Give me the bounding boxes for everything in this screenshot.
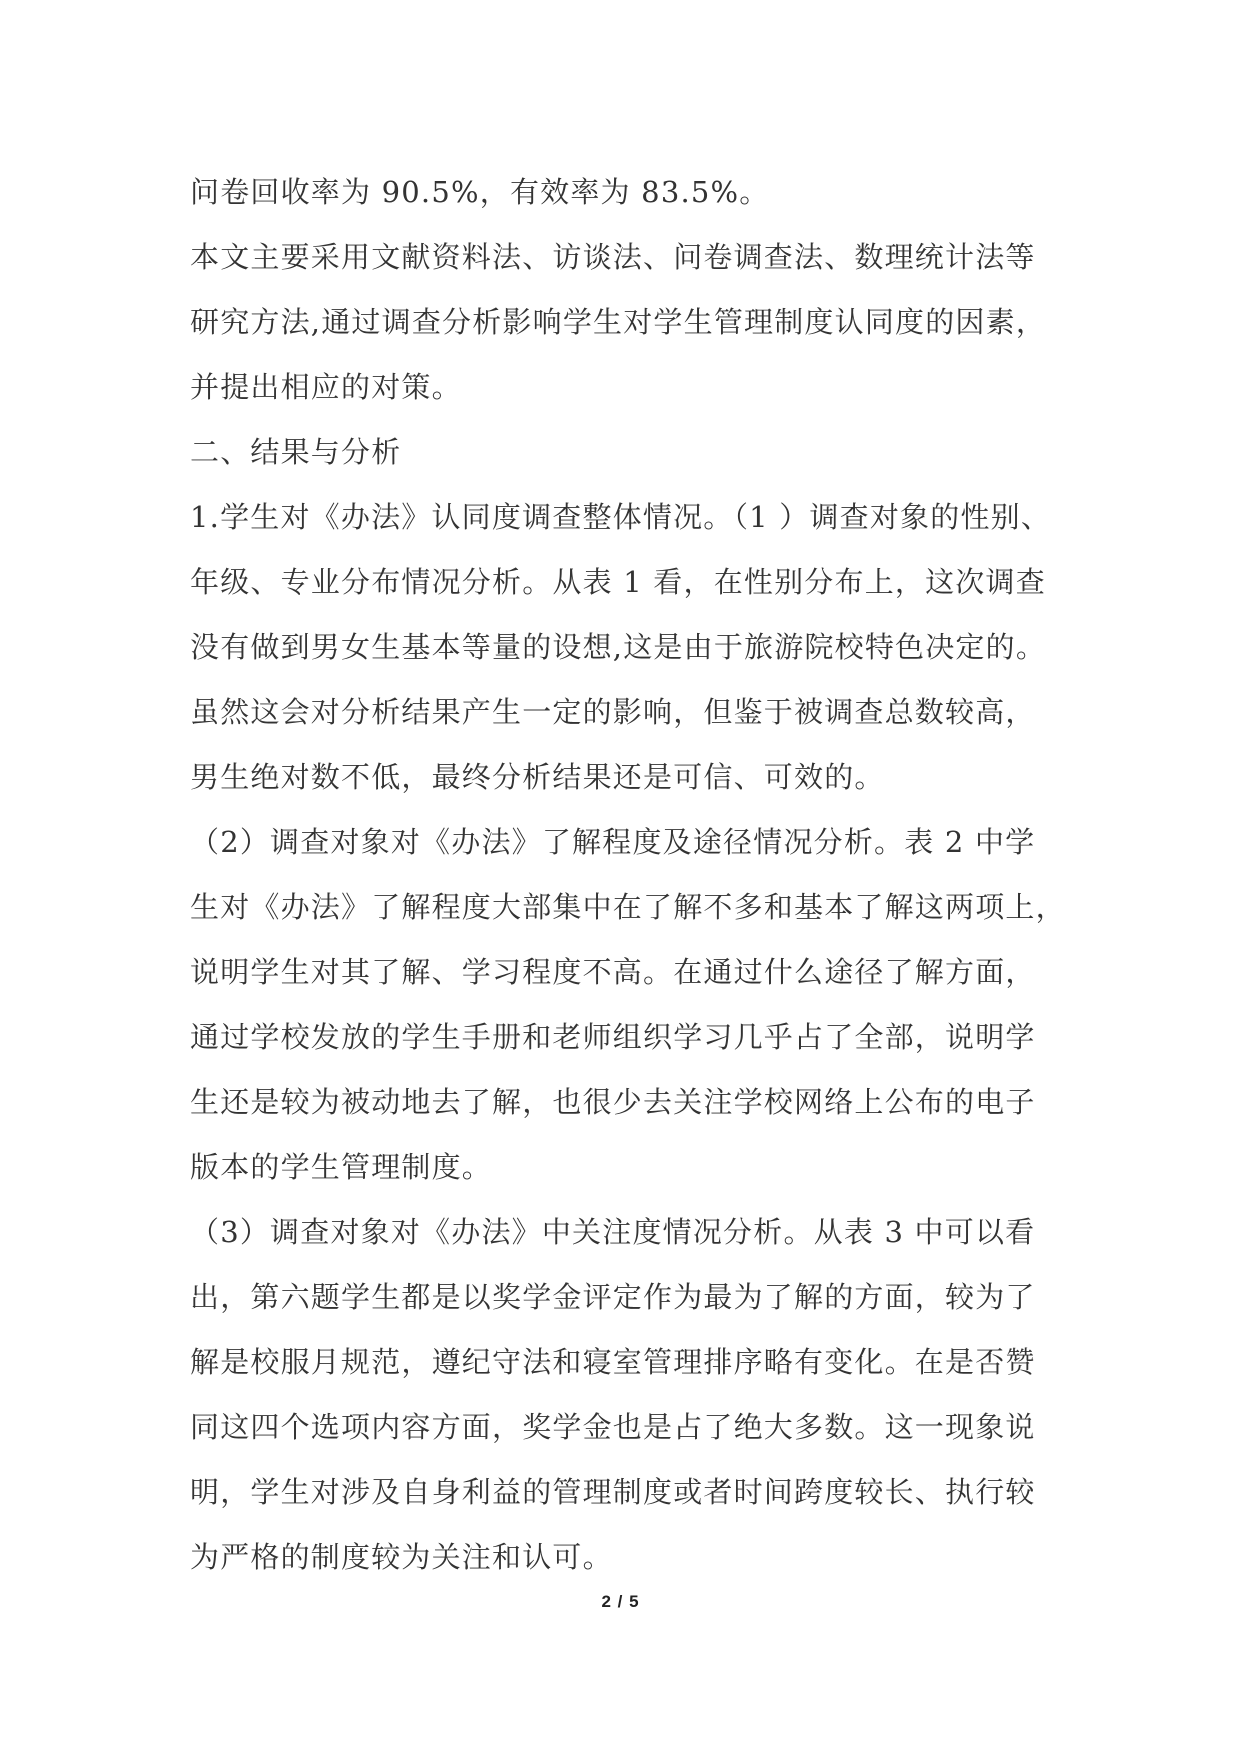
text-line-3: 研究方法,通过调查分析影响学生对学生管理制度认同度的因素， — [190, 305, 1047, 339]
text-line-22: 为严格的制度较为关注和认可。 — [190, 1540, 613, 1574]
section-heading: 二、结果与分析 — [190, 435, 402, 469]
text-line-13: 说明学生对其了解、学习程度不高。在通过什么途径了解方面， — [190, 955, 1036, 989]
text-line-1: 问卷回收率为 90.5%，有效率为 83.5%。 — [190, 175, 770, 209]
text-line-10: 男生绝对数不低，最终分析结果还是可信、可效的。 — [190, 760, 885, 794]
text-line-4: 并提出相应的对策。 — [190, 370, 462, 404]
text-line-6: 1.学生对《办法》认同度调查整体情况。（1 ）调查对象的性别、 — [190, 500, 1052, 534]
page-number: 2 / 5 — [601, 1592, 640, 1611]
text-line-8: 没有做到男女生基本等量的设想,这是由于旅游院校特色决定的。 — [190, 630, 1047, 664]
text-line-7: 年级、专业分布情况分析。从表 1 看，在性别分布上，这次调查 — [190, 565, 1046, 599]
text-line-9: 虽然这会对分析结果产生一定的影响，但鉴于被调查总数较高， — [190, 695, 1036, 729]
text-line-19: 解是校服月规范，遵纪守法和寝室管理排序略有变化。在是否赞 — [190, 1345, 1036, 1379]
text-line-20: 同这四个选项内容方面，奖学金也是占了绝大多数。这一现象说 — [190, 1410, 1036, 1444]
body-text — [190, 160, 1090, 1590]
text-line-15: 生还是较为被动地去了解，也很少去关注学校网络上公布的电子 — [190, 1085, 1036, 1119]
text-line-11: （2）调查对象对《办法》了解程度及途径情况分析。表 2 中学 — [190, 825, 1036, 859]
text-line-2: 本文主要采用文献资料法、访谈法、问卷调查法、数理统计法等 — [190, 240, 1036, 274]
text-line-18: 出，第六题学生都是以奖学金评定作为最为了解的方面，较为了 — [190, 1280, 1036, 1314]
text-line-17: （3）调查对象对《办法》中关注度情况分析。从表 3 中可以看 — [190, 1215, 1036, 1249]
text-line-16: 版本的学生管理制度。 — [190, 1150, 493, 1184]
text-line-14: 通过学校发放的学生手册和老师组织学习几乎占了全部，说明学 — [190, 1020, 1036, 1054]
text-line-12: 生对《办法》了解程度大部集中在了解不多和基本了解这两项上， — [190, 890, 1066, 924]
text-line-21: 明，学生对涉及自身利益的管理制度或者时间跨度较长、执行较 — [190, 1475, 1036, 1509]
